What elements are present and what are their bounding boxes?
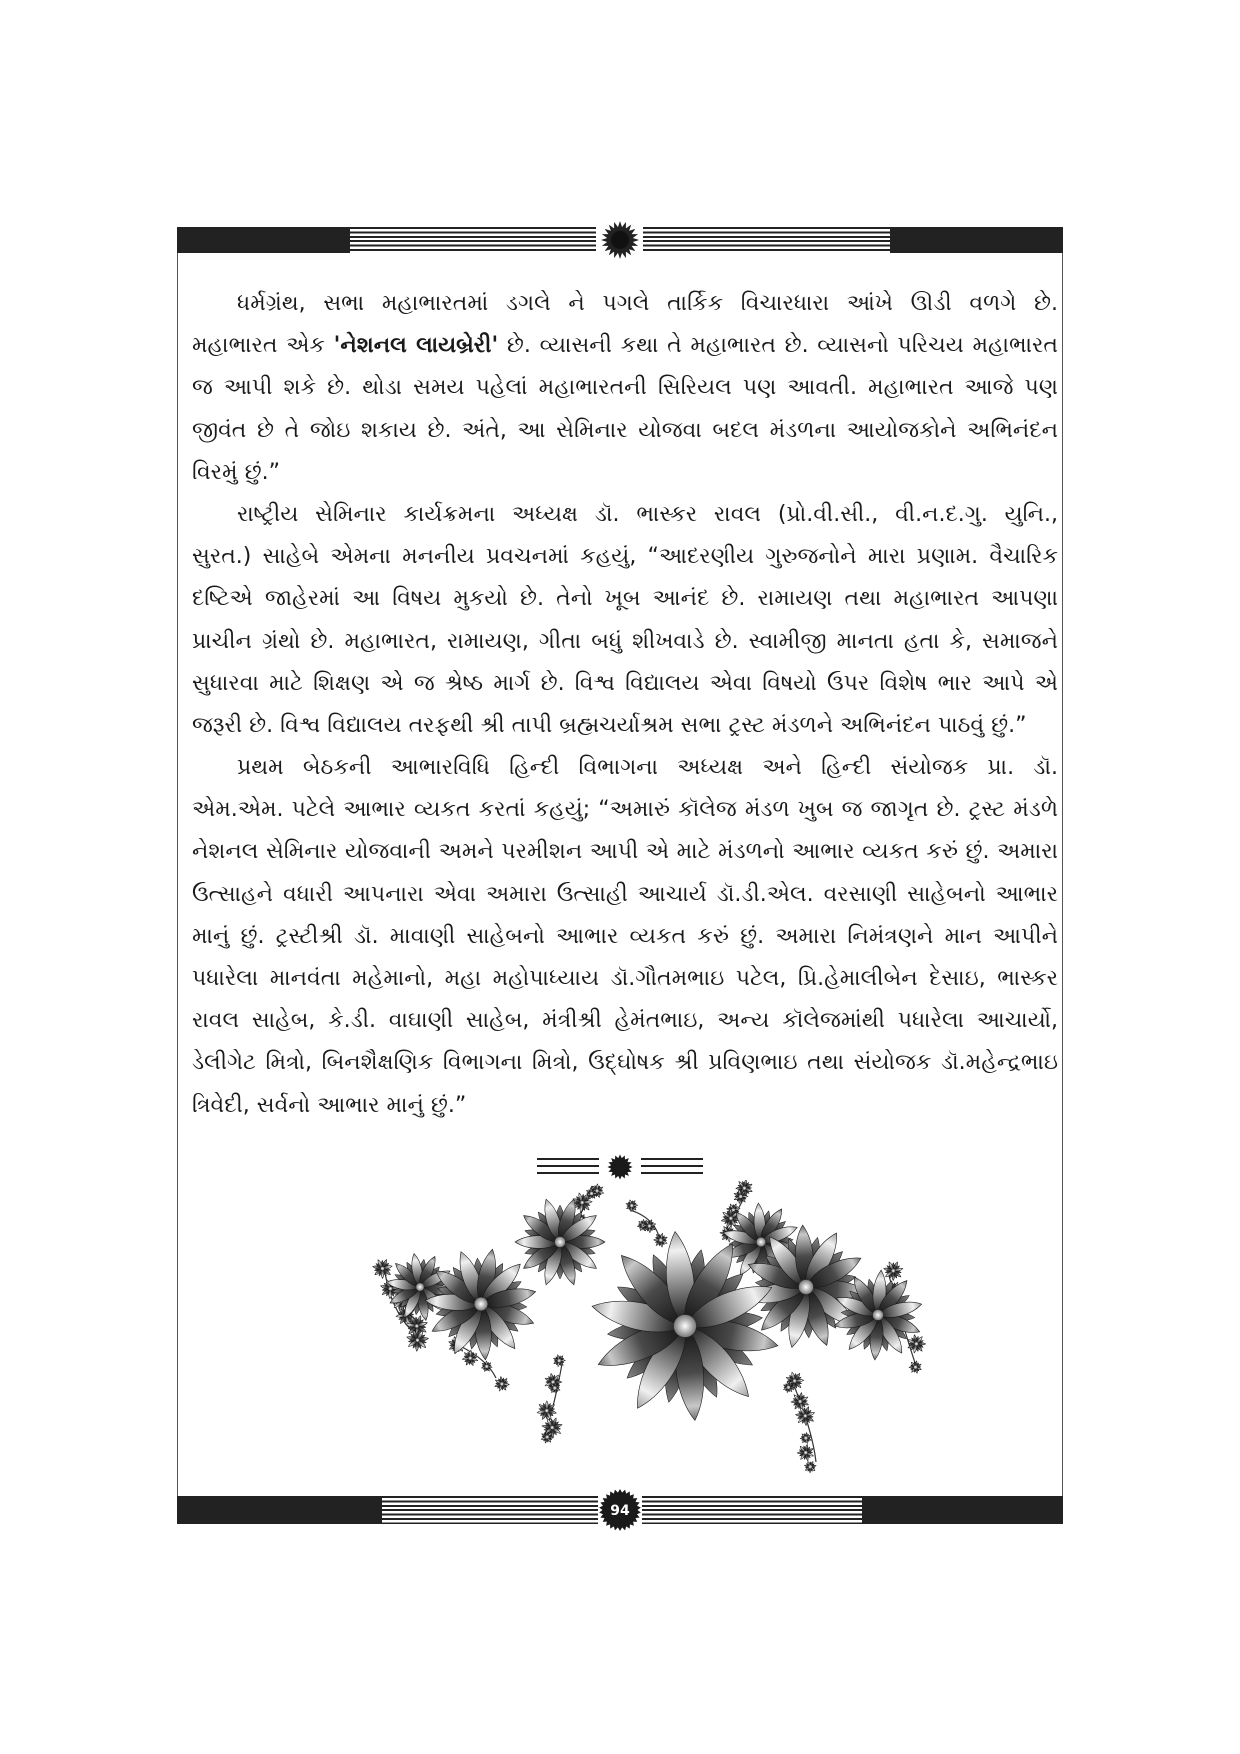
flower [883,1261,903,1280]
paragraph-line: ડેલીગેટ મિત્રો, બિનશૈક્ષણિક વિભાગના મિત્રો, ઉદ્ઘોષક શ્રી પ્રવિણભાઇ તથા સંયોજક ડૉ.મહેન્દ્રભાઇ [192,1050,1058,1076]
paragraph-line: સુધારવા માટે શિક્ષણ એ જ શ્રેષ્ઠ માર્ગ છે. વિશ્વ વિદ્યાલય એવા વિષયો ઉપર વિશેષ ભાર આપે એ [192,670,1058,696]
fractal-sprig [783,1372,816,1473]
flower-center [630,1204,634,1208]
flower [909,1361,922,1374]
flower-center [474,1297,487,1310]
fractal-sprig [626,1200,668,1247]
flower [373,1259,393,1278]
line-text: મહાભારત એક [192,333,334,359]
flower-center [500,1382,504,1386]
paragraph [192,747,1058,1127]
footer-stripes-left [382,1496,598,1524]
starburst-icon [600,220,640,260]
paragraph-line: પધારેલા માનવંતા મહેમાનો, મહા મહોપાધ્યાય ડૉ.ગૌતમભાઇ પટેલ, પ્રિ.હેમાલીબેન દેસાઇ, ભાસ્કર [192,966,1058,991]
header-bar-left [177,227,350,253]
paragraph-line: જરૂરી છે. વિશ્વ વિદ્યાલય તરફથી શ્રી તાપી બ્રહ્મચર્યાશ્રમ સભા ટ્રસ્ટ મંડળને અભિનંદન પાઠવું છું.” [192,712,1027,738]
divider-lines-right [641,1158,703,1174]
flower-center [415,1338,419,1342]
paragraph-line [192,325,1058,367]
flower-center [786,1385,790,1389]
paragraph-line: રાષ્ટ્રીય સેમિનાર કાર્યક્રમના અધ્યક્ષ ડૉ. ભાસ્કર રાવલ (પ્રો.વી.સી., વી.ન.દ.ગુ. યુનિ., [237,501,1058,527]
header-ornament [177,227,1063,253]
flower-center [553,1386,557,1390]
flower [907,1334,925,1353]
footer-bar-left [177,1496,382,1524]
flower-center [590,1191,594,1195]
fractal-sprig [537,1355,565,1444]
header-stripes-left [350,227,596,253]
paragraph-line: ત્રિવેદી, સર્વનો આભાર માનું છું.” [192,1092,467,1118]
paragraph-line: સુરત.) સાહેબે એમના મનનીય પ્રવચનમાં કહયું, “આદરણીય ગુરુજનોને મારા પ્રણામ. વૈચારિક [192,544,1058,570]
paragraph-line: પ્રાચીન ગ્રંથો છે. મહાભારત, રામાયણ, ગીતા બધું શીખવાડે છે. સ્વામીજી માનતા હતા કે, સમાજને [192,628,1058,654]
flower-center [551,1380,555,1384]
flower-center [891,1269,895,1273]
flower-illustration [360,1180,940,1480]
flower-center [388,1287,392,1291]
flower [553,1355,565,1367]
flower [795,1406,814,1425]
paragraph-line: દષ્ટિએ જાહેરમાં આ વિષય મુકયો છે. તેનો ખૂબ આનંદ છે. રામાયણ તથા મહાભારત આપણા [192,586,1058,612]
flower-center [647,1224,651,1228]
flower-center [739,1194,743,1198]
flower-center [873,1310,884,1321]
flower-center [545,1409,549,1413]
flower-center [793,1379,797,1383]
flower [654,1233,668,1247]
header-stripes-right [643,227,890,253]
flower-center [550,1426,554,1430]
paragraph-line: ધર્મગ્રંથ, સભા મહાભારતમાં ડગલે ને પગલે તાર્કિક વિચારધારા આંખે ઊડી વળગે છે. [237,291,1058,316]
flower-center [555,1237,566,1248]
flower-center [468,1356,472,1360]
footer-ornament [177,1496,1063,1524]
page-number: 94 [610,1503,630,1519]
paragraph-line: ઉત્સાહને વધારી આપનારા એવા અમારા ઉત્સાહી આચાર્ય ડૉ.ડી.એલ. વરસાણી સાહેબનો આભાર [192,881,1058,907]
paragraph-line: જીવંત છે તે જોઇ શકાય છે. અંતે, આ સેમિનાર યોજવા બદલ મંડળના આયોજકોને અભિનંદન [192,417,1058,443]
page-number-badge [598,1488,642,1532]
flower [425,1248,538,1361]
flower-center [380,1267,384,1271]
paragraph-line: માનું છું. ટ્રસ્ટીશ્રી ડૉ. માવાણી સાહેબનો આભાર વ્યકત કરું છું. અમારા નિમંત્રણને માન આપીને [192,923,1058,949]
flower [462,1350,478,1366]
flower-center [416,1283,424,1291]
body-text [192,283,1058,1127]
header-bar-right [890,227,1063,253]
divider-lines-left [537,1158,599,1174]
paragraph-line: એમ.એમ. પટેલે આભાર વ્યકત કરતાં કહયું; “અમારું કૉલેજ મંડળ ખુબ જ જાગૃત છે. ટ્રસ્ટ મંડળે [192,797,1058,823]
flower [586,1188,597,1200]
flower-center [756,1237,765,1246]
line-text: છે. વ્યાસની કથા તે મહાભારત છે. વ્યાસનો પરિચય મહાભારત [498,333,1058,359]
flower-center [798,1399,802,1403]
flower [515,1197,605,1287]
paragraph-line: રાવલ સાહેબ, કે.ડી. વાઘાણી સાહેબ, મંત્રીશ્રી હેમંતભાઇ, અન્ય કૉલેજમાંથી પધારેલા આચાર્યો, [192,1008,1058,1034]
sunburst-dot-icon [607,1154,633,1180]
flower-center [485,1364,489,1368]
flower-center [557,1359,561,1363]
flower-center [674,1315,697,1338]
paragraph-line: વિરમું છું.” [192,459,280,485]
flower-center [913,1365,917,1369]
flower-center [803,1414,807,1418]
flower-center [914,1342,918,1346]
paragraph-line: જ આપી શકે છે. થોડા સમય પહેલાં મહાભારતની સિરિયલ પણ આવતી. મહાભારત આજે પણ [192,375,1058,401]
section-divider [537,1154,703,1180]
flower [541,1431,554,1444]
flower-center [804,1451,808,1455]
flower [797,1444,814,1461]
page-border-left [177,253,178,1496]
emphasized-text: 'નેશનલ લાયબ્રેરી' [333,333,499,359]
flower-center [729,1216,733,1220]
flower-center [808,1465,812,1469]
flower-center [580,1201,584,1205]
flower-center [545,1435,549,1439]
flower-center [742,1186,746,1190]
flower [804,1461,816,1473]
flower [494,1376,509,1391]
page-border-right [1062,253,1063,1496]
sprig-stem [460,1346,496,1378]
flower-center [415,1324,419,1328]
flower-center [659,1238,663,1242]
flower-center [804,1436,808,1440]
paragraph [192,494,1058,747]
flower-center [799,1280,814,1295]
footer-bar-right [862,1496,1063,1524]
paragraph [192,283,1058,494]
flower [800,1432,811,1443]
flower [626,1200,638,1212]
paragraph-line: નેશનલ સેમિનાર યોજવાની અમને પરમીશન આપી એ માટે મંડળનો આભાર વ્યકત કરું છું. અમારા [192,839,1058,865]
footer-stripes-right [642,1496,862,1524]
paragraph-line: પ્રથમ બેઠકની આભારવિધિ હિન્દી વિભાગના અધ્યક્ષ અને હિન્દી સંયોજક પ્રા. ડૉ. [237,755,1058,781]
